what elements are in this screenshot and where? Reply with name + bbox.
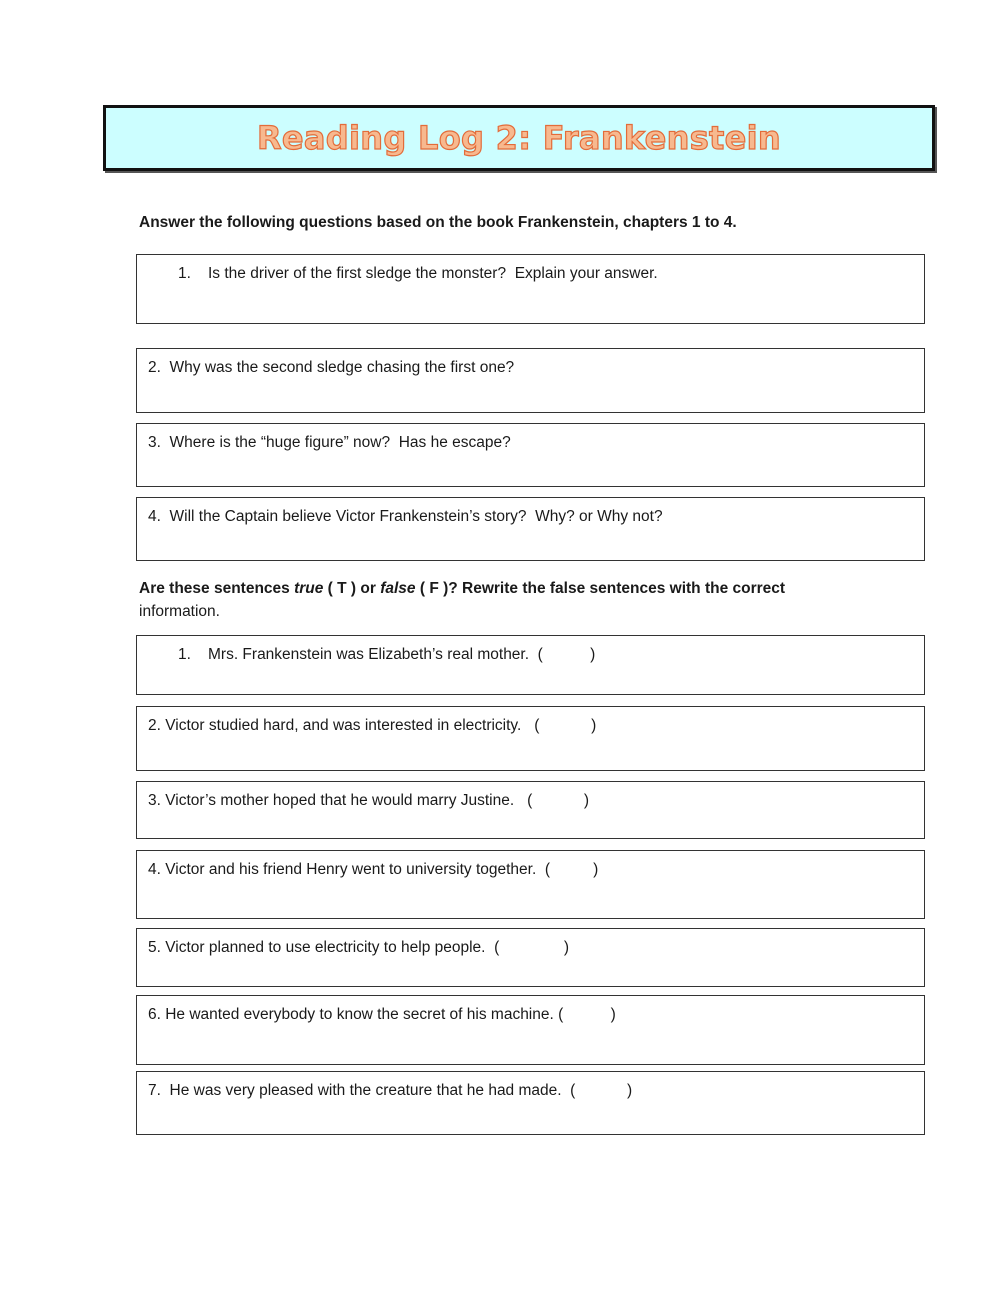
section1-instruction [139, 211, 899, 234]
statement-3: 3. Victor’s mother hoped that he would marry Justine. ( ) [148, 792, 590, 809]
statement-5: 5. Victor planned to use electricity to help people. ( ) [148, 939, 570, 956]
statement-box-7[interactable] [136, 1071, 925, 1135]
page-title: Reading Log 2: Frankenstein [256, 119, 782, 157]
question-box-2[interactable] [136, 348, 925, 413]
statement-box-2[interactable] [136, 706, 925, 771]
statement-box-1[interactable] [136, 635, 925, 695]
statement-box-6[interactable] [136, 995, 925, 1065]
question-2: 2. Why was the second sledge chasing the first one? [148, 359, 515, 376]
statement-1 [178, 645, 595, 665]
question-1 [178, 264, 658, 284]
statement-1-number: 1. [178, 646, 191, 663]
statement-2: 2. Victor studied hard, and was interested in electricity. ( ) [148, 717, 597, 734]
title-banner [103, 105, 935, 171]
statement-box-3[interactable] [136, 781, 925, 839]
question-1-number: 1. [178, 265, 191, 282]
statement-box-4[interactable] [136, 850, 925, 919]
question-3: 3. Where is the “huge figure” now? Has he escape? [148, 434, 511, 451]
section2-instruction-part2: ( T ) or [323, 580, 381, 597]
question-1-text: Is the driver of the first sledge the monster? Explain your answer. [208, 265, 658, 282]
statement-7: 7. He was very pleased with the creature that he had made. ( ) [148, 1082, 633, 1099]
statement-box-5[interactable] [136, 928, 925, 987]
question-box-1[interactable] [136, 254, 925, 324]
question-box-4[interactable] [136, 497, 925, 561]
question-box-3[interactable] [136, 423, 925, 487]
section2-instruction-part3: ( F )? Rewrite the false sentences with the correct [415, 580, 786, 597]
question-4: 4. Will the Captain believe Victor Frankenstein’s story? Why? or Why not? [148, 508, 663, 525]
section2-instruction-part1: Are these sentences [139, 580, 295, 597]
statement-1-text: Mrs. Frankenstein was Elizabeth’s real mother. ( ) [208, 646, 596, 663]
section2-instruction-line2: information. [139, 603, 220, 620]
section2-instruction-false: false [380, 580, 416, 597]
section2-instruction-true: true [294, 580, 324, 597]
section1-instruction-text: Answer the following questions based on the book Frankenstein, chapters 1 to 4. [139, 214, 737, 231]
statement-4: 4. Victor and his friend Henry went to university together. ( ) [148, 861, 599, 878]
section2-instruction [139, 577, 899, 623]
statement-6: 6. He wanted everybody to know the secret of his machine. ( ) [148, 1006, 616, 1023]
